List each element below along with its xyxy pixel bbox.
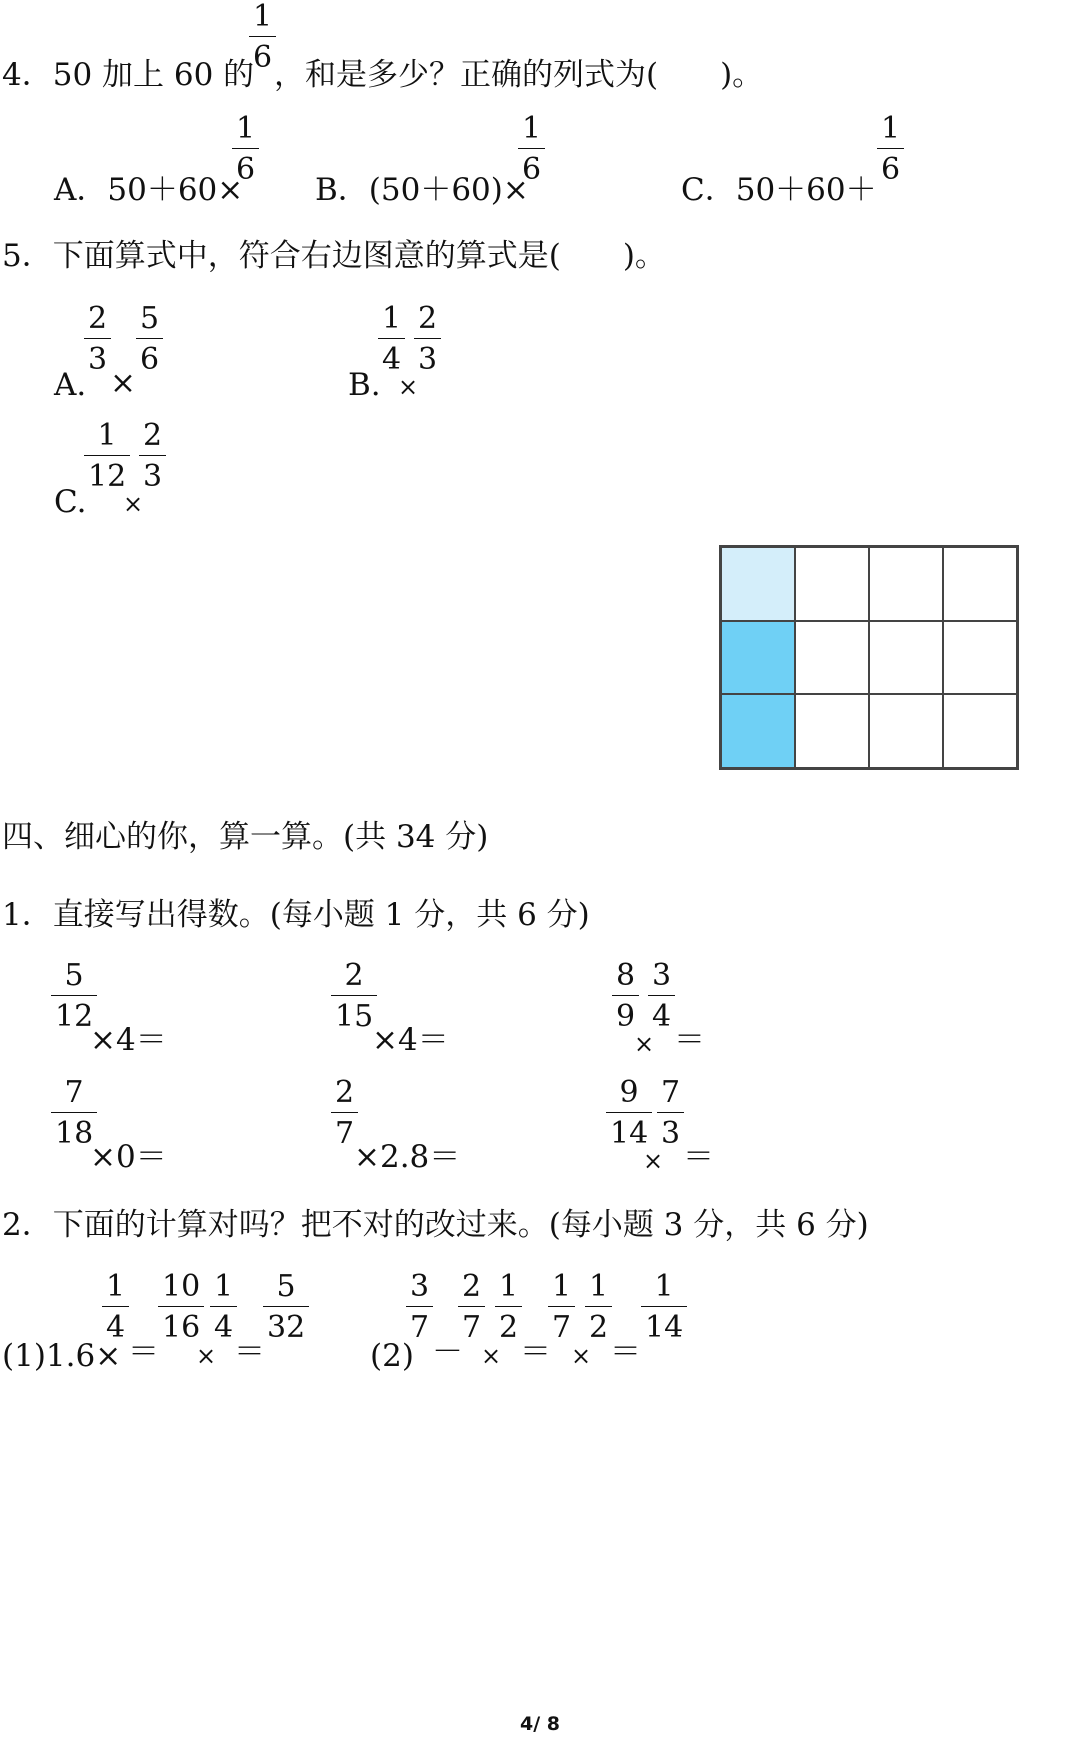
p2-expr-1-equals-1: ＝ xyxy=(128,1334,159,1370)
p2-expr-2-label: (2) xyxy=(370,1338,414,1374)
grid-cell xyxy=(721,621,795,695)
q5-option-a-fraction-2: 5 6 xyxy=(136,302,163,377)
q4-option-c[interactable]: C．50＋60＋ xyxy=(681,172,877,208)
grid-cell xyxy=(795,547,869,621)
p2-expr-2-fraction-6: 1 14 xyxy=(641,1270,687,1345)
part-2-title: 2．下面的计算对吗？把不对的改过来。(每小题 3 分，共 6 分) xyxy=(2,1207,869,1243)
grid-cell xyxy=(721,694,795,768)
q5-stem: 5．下面算式中，符合右边图意的算式是( )。 xyxy=(2,238,666,274)
p1-item-3-fraction-2: 3 4 xyxy=(648,959,675,1034)
p1-item-3-fraction-1: 8 9 xyxy=(612,959,639,1034)
p1-item-2-tail: ×4＝ xyxy=(372,1022,449,1058)
p1-item-3-tail: ＝ xyxy=(674,1022,705,1058)
q4-stem-pre: 4．50 加上 60 的 xyxy=(2,57,255,93)
q5-option-c-fraction-1: 1 12 xyxy=(84,419,130,494)
p2-expr-1-equals-2: ＝ xyxy=(234,1334,265,1370)
p2-expr-2-fraction-4: 1 7 xyxy=(548,1270,575,1345)
grid-cell xyxy=(869,621,943,695)
q4-stem xyxy=(2,55,254,95)
q5-option-c-times: × xyxy=(123,490,144,518)
grid-cell xyxy=(943,547,1017,621)
q5-option-b-fraction-2: 2 3 xyxy=(414,302,441,377)
part-1-title: 1．直接写出得数。(每小题 1 分，共 6 分) xyxy=(2,897,590,933)
p1-item-4-fraction: 7 18 xyxy=(51,1076,97,1151)
q5-option-c-label[interactable]: C. xyxy=(54,484,87,520)
q5-option-a-times: × xyxy=(110,365,136,401)
q4-option-b[interactable]: B．(50＋60)× xyxy=(315,172,529,208)
p1-item-1-tail: ×4＝ xyxy=(90,1022,167,1058)
q4-stem-fraction: 1 6 xyxy=(249,0,276,75)
p2-expr-2-equals-2: ＝ xyxy=(610,1334,641,1370)
q5-option-b-fraction-1: 1 4 xyxy=(378,302,405,377)
p2-expr-1-fraction-4: 5 32 xyxy=(263,1270,309,1345)
p1-item-6-fraction-2: 7 3 xyxy=(657,1076,684,1151)
p1-item-1-fraction: 5 12 xyxy=(51,959,97,1034)
p2-expr-2-equals-1: ＝ xyxy=(520,1334,551,1370)
p1-item-4-tail: ×0＝ xyxy=(90,1139,167,1175)
q5-option-a-label[interactable]: A. xyxy=(54,367,87,403)
grid-cell xyxy=(869,547,943,621)
p1-item-2-fraction: 2 15 xyxy=(331,959,377,1034)
q4-option-a-fraction: 1 6 xyxy=(232,112,259,187)
p2-expr-1-fraction-2: 10 16 xyxy=(158,1270,204,1345)
page-number: 4/ 8 xyxy=(520,1713,560,1735)
p2-expr-2-times-2: × xyxy=(571,1342,592,1370)
q4-stem-post: ，和是多少？正确的列式为( )。 xyxy=(274,57,764,93)
q5-option-c-fraction-2: 2 3 xyxy=(139,419,166,494)
p2-expr-1-times: × xyxy=(196,1342,217,1370)
grid-cell xyxy=(795,621,869,695)
q4-option-c-fraction: 1 6 xyxy=(877,112,904,187)
q4-option-b-fraction: 1 6 xyxy=(518,112,545,187)
q5-option-b-times: × xyxy=(398,373,419,401)
p2-expr-2-fraction-5: 1 2 xyxy=(585,1270,612,1345)
q5-option-a-fraction-1: 2 3 xyxy=(84,302,111,377)
grid-cell xyxy=(869,694,943,768)
p2-expr-2-fraction-2: 2 7 xyxy=(458,1270,485,1345)
p1-item-6-tail: ＝ xyxy=(683,1139,714,1175)
q4-option-a[interactable]: A．50＋60× xyxy=(54,172,244,208)
p1-item-6-times: × xyxy=(643,1147,664,1175)
section-4-title: 四、细心的你，算一算。(共 34 分) xyxy=(2,819,489,855)
p1-item-3-times: × xyxy=(634,1030,655,1058)
p1-item-5-tail: ×2.8＝ xyxy=(354,1139,461,1175)
p2-expr-1-fraction-3: 1 4 xyxy=(210,1270,237,1345)
p2-expr-2-fraction-1: 3 7 xyxy=(406,1270,433,1345)
grid-cell xyxy=(795,694,869,768)
p2-expr-2-minus: － xyxy=(432,1334,463,1370)
grid-cell xyxy=(721,547,795,621)
p2-expr-2-fraction-3: 1 2 xyxy=(495,1270,522,1345)
p2-expr-2-times-1: × xyxy=(481,1342,502,1370)
grid-cell xyxy=(943,621,1017,695)
p1-item-6-fraction-1: 9 14 xyxy=(606,1076,652,1151)
q5-option-b-label[interactable]: B. xyxy=(348,367,381,403)
grid-cell xyxy=(943,694,1017,768)
p1-item-5-fraction: 2 7 xyxy=(331,1076,358,1151)
p2-expr-1-label: (1)1.6× xyxy=(2,1338,122,1374)
fraction-grid-figure xyxy=(719,545,1019,770)
p2-expr-1-fraction-1: 1 4 xyxy=(102,1270,129,1345)
